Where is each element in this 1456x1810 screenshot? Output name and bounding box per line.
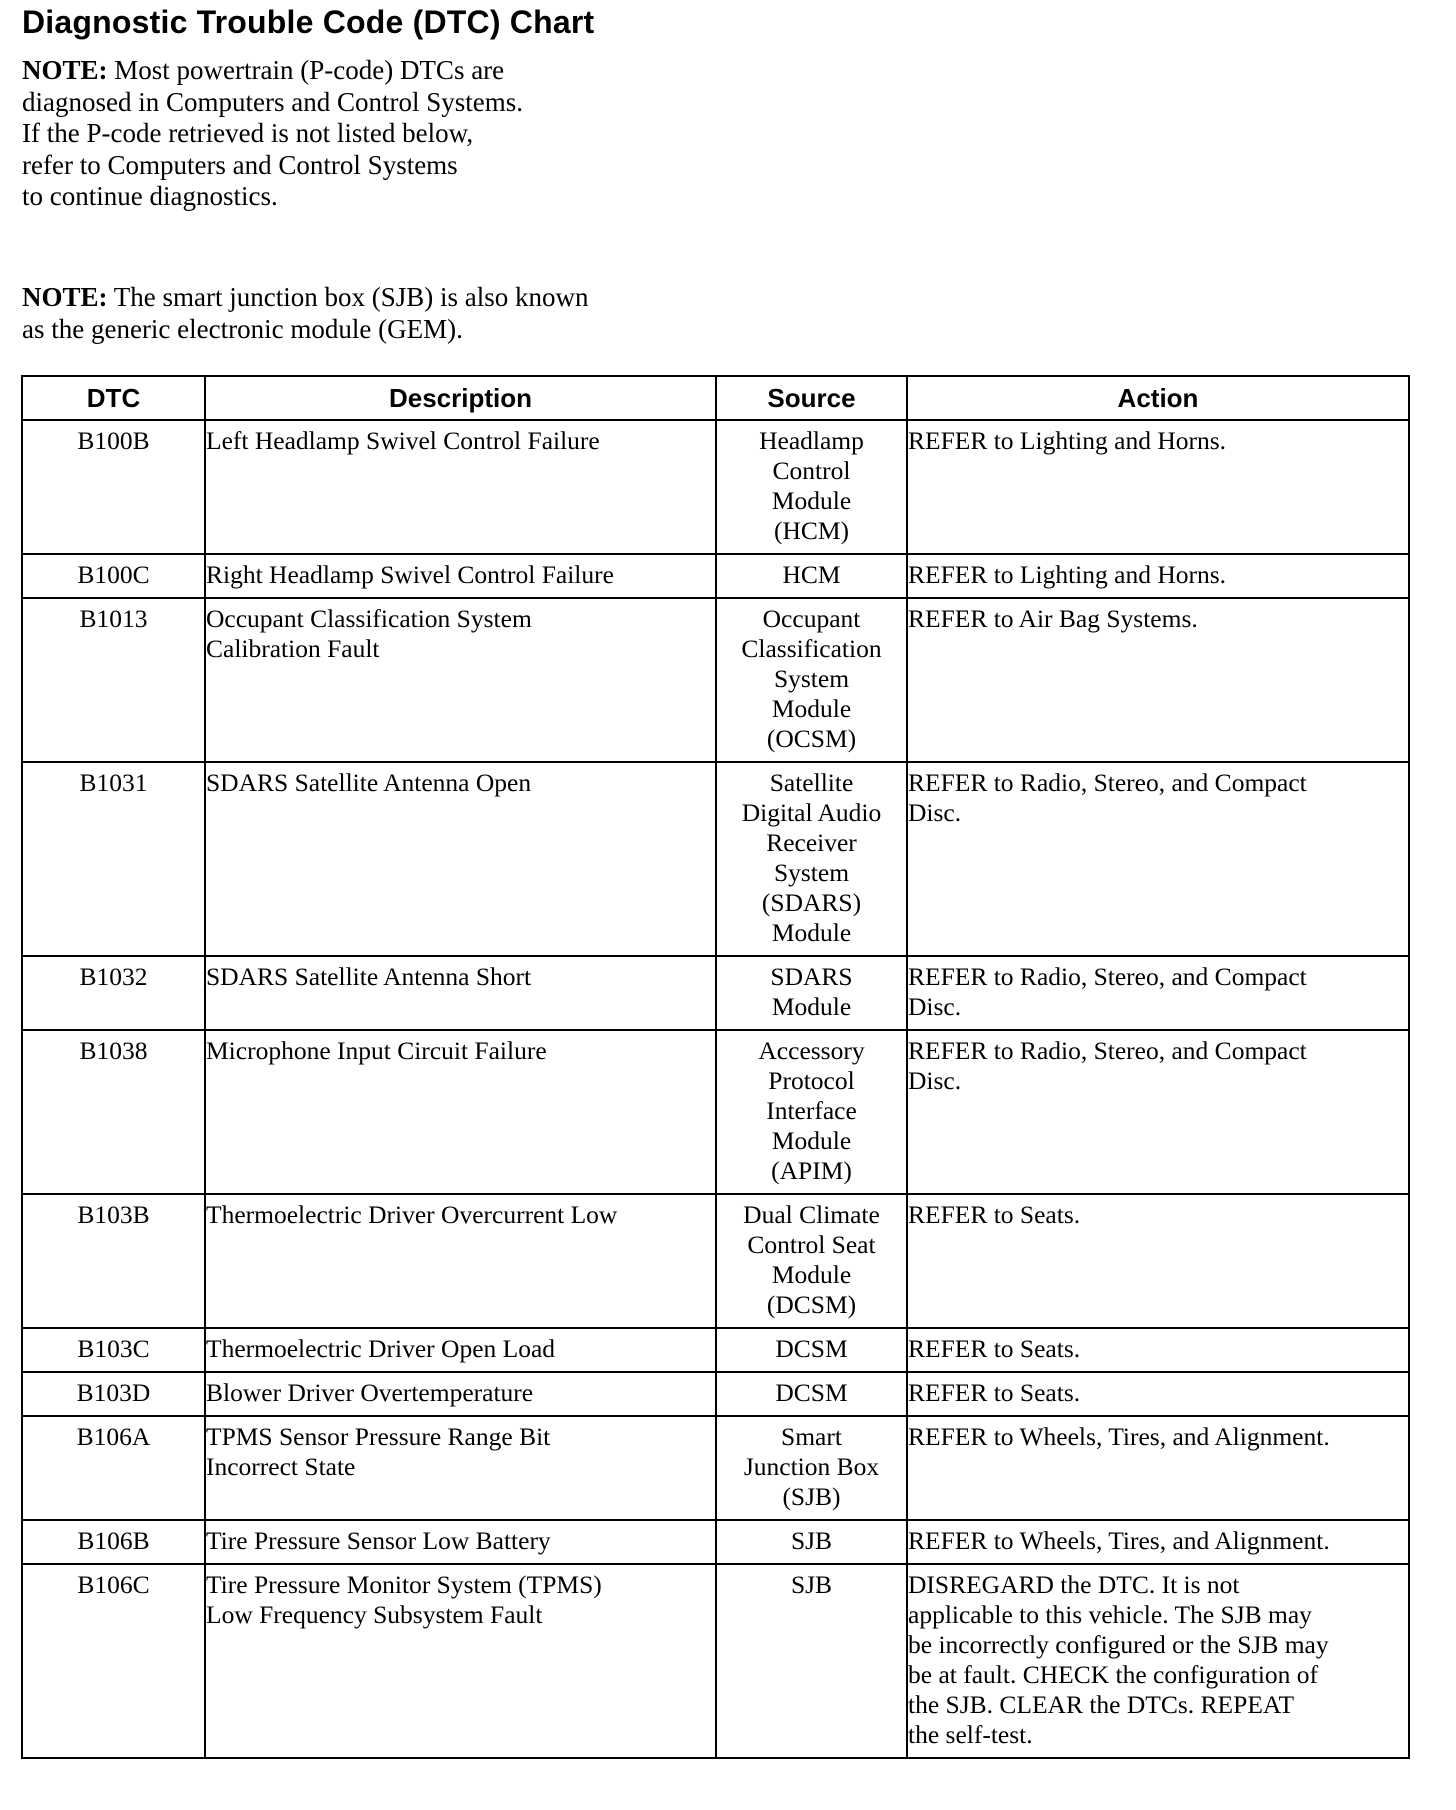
note-sjb — [22, 282, 589, 345]
action-line: the SJB. CLEAR the DTCs. REPEAT — [908, 1690, 1295, 1719]
action-line: Disc. — [908, 798, 962, 827]
table-row — [22, 762, 1409, 956]
description-cell — [205, 1194, 716, 1328]
note-powertrain — [22, 55, 523, 213]
description-cell — [205, 554, 716, 598]
description-line: SDARS Satellite Antenna Short — [206, 962, 532, 991]
source-line: System — [773, 664, 850, 693]
source-cell — [716, 1520, 907, 1564]
action-line: REFER to Wheels, Tires, and Alignment. — [908, 1422, 1330, 1451]
action-cell — [907, 1328, 1409, 1372]
action-cell — [907, 1372, 1409, 1416]
table-row — [22, 598, 1409, 762]
table-row — [22, 1030, 1409, 1194]
source-line: DCSM — [775, 1334, 848, 1363]
source-line: Module — [771, 694, 852, 723]
header-source: Source — [716, 376, 907, 420]
description-line: Blower Driver Overtemperature — [206, 1378, 534, 1407]
dtc-code: B103B — [22, 1194, 205, 1328]
note-line: diagnosed in Computers and Control Systems. — [22, 86, 523, 117]
description-line: Thermoelectric Driver Overcurrent Low — [206, 1200, 618, 1229]
dtc-code: B106B — [22, 1520, 205, 1564]
source-line: (HCM) — [773, 516, 850, 545]
note-line: refer to Computers and Control Systems — [22, 149, 458, 180]
note-line — [22, 55, 523, 87]
dtc-code: B1031 — [22, 762, 205, 956]
action-line: applicable to this vehicle. The SJB may — [908, 1600, 1312, 1629]
source-line: Module — [771, 992, 852, 1021]
description-cell — [205, 1416, 716, 1520]
action-line: the self-test. — [908, 1720, 1033, 1749]
action-cell — [907, 762, 1409, 956]
dtc-code: B106C — [22, 1564, 205, 1758]
dtc-code: B100B — [22, 420, 205, 554]
note-text: The smart junction box (SJB) is also known — [107, 282, 589, 312]
description-line: Low Frequency Subsystem Fault — [206, 1600, 543, 1629]
action-line: be incorrectly configured or the SJB may — [908, 1630, 1329, 1659]
description-cell — [205, 420, 716, 554]
source-line: Headlamp — [759, 426, 864, 455]
table-row — [22, 1520, 1409, 1564]
description-cell — [205, 762, 716, 956]
action-line: REFER to Seats. — [908, 1378, 1081, 1407]
description-line: Calibration Fault — [206, 634, 380, 663]
description-line: Incorrect State — [206, 1452, 356, 1481]
action-line: REFER to Radio, Stereo, and Compact — [908, 962, 1307, 991]
source-line: Junction Box — [743, 1452, 880, 1481]
action-cell — [907, 1564, 1409, 1758]
source-line: Module — [771, 486, 852, 515]
source-line: Interface — [766, 1096, 857, 1125]
description-line: SDARS Satellite Antenna Open — [206, 768, 532, 797]
source-line: Control Seat — [747, 1230, 876, 1259]
note-line: If the P-code retrieved is not listed below, — [22, 118, 474, 148]
source-cell — [716, 1416, 907, 1520]
source-line: (SJB) — [782, 1482, 841, 1511]
source-line: DCSM — [775, 1378, 848, 1407]
description-cell — [205, 1564, 716, 1758]
action-line: REFER to Seats. — [908, 1334, 1081, 1363]
action-line: REFER to Seats. — [908, 1200, 1081, 1229]
source-line: Module — [771, 1260, 852, 1289]
source-line: Protocol — [768, 1066, 855, 1095]
dtc-code: B1013 — [22, 598, 205, 762]
action-line: Disc. — [908, 1066, 962, 1095]
header-dtc: DTC — [22, 376, 205, 420]
action-line: DISREGARD the DTC. It is not — [908, 1570, 1240, 1599]
action-line: Disc. — [908, 992, 962, 1021]
source-line: Accessory — [758, 1036, 865, 1065]
action-line: REFER to Air Bag Systems. — [908, 604, 1198, 633]
description-cell — [205, 598, 716, 762]
dtc-code: B1032 — [22, 956, 205, 1030]
action-line: REFER to Lighting and Horns. — [908, 560, 1227, 589]
source-cell — [716, 554, 907, 598]
description-cell — [205, 1030, 716, 1194]
dtc-code: B103D — [22, 1372, 205, 1416]
description-line: TPMS Sensor Pressure Range Bit — [206, 1422, 551, 1451]
action-line: REFER to Radio, Stereo, and Compact — [908, 1036, 1307, 1065]
table-row — [22, 1328, 1409, 1372]
description-cell — [205, 1328, 716, 1372]
source-line: SJB — [790, 1526, 833, 1555]
source-line: (DCSM) — [766, 1290, 857, 1319]
source-line: Classification — [741, 634, 882, 663]
page-title: Diagnostic Trouble Code (DTC) Chart — [22, 4, 595, 40]
description-cell — [205, 1372, 716, 1416]
description-cell — [205, 956, 716, 1030]
source-line: System — [773, 858, 850, 887]
description-line: Right Headlamp Swivel Control Failure — [206, 560, 614, 589]
note-label: NOTE: — [22, 282, 108, 312]
source-cell — [716, 1030, 907, 1194]
action-cell — [907, 1194, 1409, 1328]
source-line: SDARS — [770, 962, 853, 991]
source-line: Dual Climate — [743, 1200, 880, 1229]
source-cell — [716, 1564, 907, 1758]
table-row — [22, 420, 1409, 554]
note-line — [22, 282, 589, 314]
description-line: Microphone Input Circuit Failure — [206, 1036, 547, 1065]
action-line: REFER to Radio, Stereo, and Compact — [908, 768, 1307, 797]
action-line: REFER to Lighting and Horns. — [908, 426, 1227, 455]
table-header-row — [22, 376, 1409, 420]
source-cell — [716, 956, 907, 1030]
source-cell — [716, 420, 907, 554]
source-line: Smart — [781, 1422, 842, 1451]
dtc-table — [21, 375, 1410, 1759]
source-cell — [716, 1328, 907, 1372]
table-row — [22, 1564, 1409, 1758]
table-row — [22, 1194, 1409, 1328]
dtc-code: B103C — [22, 1328, 205, 1372]
dtc-code: B100C — [22, 554, 205, 598]
source-line: Module — [771, 1126, 852, 1155]
description-line: Left Headlamp Swivel Control Failure — [206, 426, 600, 455]
header-action: Action — [907, 376, 1409, 420]
source-cell — [716, 1372, 907, 1416]
source-line: Satellite — [769, 768, 854, 797]
action-cell — [907, 956, 1409, 1030]
action-line: be at fault. CHECK the configuration of — [908, 1660, 1319, 1689]
source-line: Receiver — [766, 828, 857, 857]
table-row — [22, 1372, 1409, 1416]
source-line: (SDARS) — [761, 888, 862, 917]
action-cell — [907, 420, 1409, 554]
source-line: Control — [772, 456, 851, 485]
description-line: Thermoelectric Driver Open Load — [206, 1334, 556, 1363]
table-row — [22, 956, 1409, 1030]
dtc-code: B106A — [22, 1416, 205, 1520]
table-row — [22, 1416, 1409, 1520]
note-line: as the generic electronic module (GEM). — [22, 313, 463, 344]
note-label: NOTE: — [22, 55, 108, 85]
action-cell — [907, 1416, 1409, 1520]
description-cell — [205, 1520, 716, 1564]
description-line: Tire Pressure Monitor System (TPMS) — [206, 1570, 602, 1599]
source-cell — [716, 762, 907, 956]
source-line: Digital Audio — [741, 798, 882, 827]
action-cell — [907, 1520, 1409, 1564]
action-line: REFER to Wheels, Tires, and Alignment. — [908, 1526, 1330, 1555]
description-line: Tire Pressure Sensor Low Battery — [206, 1526, 551, 1555]
description-line: Occupant Classification System — [206, 604, 532, 633]
action-cell — [907, 1030, 1409, 1194]
source-line: Module — [771, 918, 852, 947]
dtc-code: B1038 — [22, 1030, 205, 1194]
header-description: Description — [205, 376, 716, 420]
source-line: (APIM) — [771, 1156, 852, 1185]
source-line: Occupant — [762, 604, 861, 633]
source-line: HCM — [782, 560, 841, 589]
note-line: to continue diagnostics. — [22, 181, 278, 211]
action-cell — [907, 554, 1409, 598]
source-line: SJB — [790, 1570, 833, 1599]
source-cell — [716, 1194, 907, 1328]
action-cell — [907, 598, 1409, 762]
table-body — [22, 420, 1409, 1758]
source-line: (OCSM) — [766, 724, 857, 753]
source-cell — [716, 598, 907, 762]
note-text: Most powertrain (P-code) DTCs are — [107, 55, 505, 85]
table-row — [22, 554, 1409, 598]
